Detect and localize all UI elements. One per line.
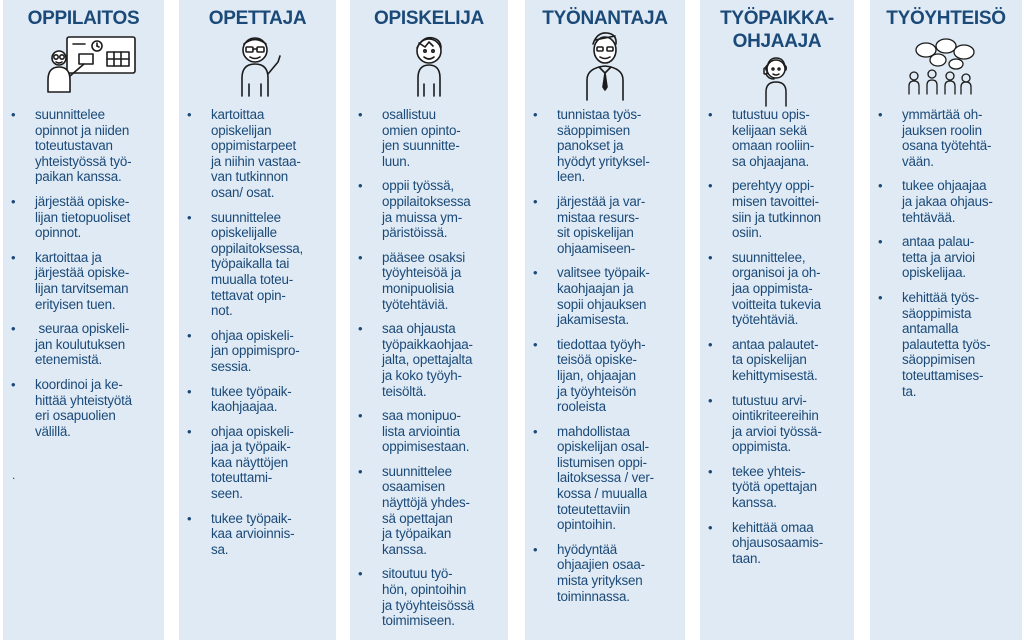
bullet: •: [358, 463, 363, 479]
item-line: vään.: [902, 153, 934, 169]
item-line: sopii ohjauksen: [557, 296, 647, 312]
student-icon: [350, 34, 508, 104]
column-tyopaikkaohjaaja: [700, 0, 854, 640]
column-opettaja: [179, 0, 336, 640]
item-line: toiminnassa.: [557, 588, 630, 604]
list-item: [3, 250, 164, 312]
item-line: jauksen roolin: [902, 122, 982, 138]
list-item: [3, 107, 164, 185]
item-line: valitsee työpaik-: [557, 265, 650, 281]
list-item: [870, 290, 1022, 399]
item-line: teisöltä.: [382, 383, 427, 399]
item-line: panokset ja: [557, 138, 624, 154]
employer-icon: [525, 34, 685, 104]
item-line: hyödyntää: [557, 541, 617, 557]
item-line: rooleista: [557, 399, 606, 415]
bullet: •: [708, 463, 713, 479]
item-line: tehtävää.: [902, 209, 956, 225]
item-line: kaohjaajaa.: [211, 399, 278, 415]
item-line: ohjaamiseen-: [557, 240, 635, 256]
list-item: [870, 107, 1022, 169]
item-line: tettavat opin-: [211, 287, 286, 303]
list-item: [525, 194, 685, 256]
bullet: •: [187, 510, 192, 526]
item-line: siin ja tutkinnon: [732, 209, 821, 225]
item-line: laitoksessa / ver-: [557, 470, 654, 486]
item-line: seen.: [211, 486, 243, 502]
trailing-mark: .: [12, 468, 16, 482]
work-community-icon: [870, 34, 1022, 104]
item-line: sitoutuu työ-: [382, 566, 453, 582]
item-line: monipuolisia: [382, 280, 455, 296]
item-line: suunnittelee: [35, 107, 105, 122]
item-line: järjestää ja var-: [557, 193, 646, 209]
list-item: [870, 234, 1022, 281]
item-line: teisöä opiske-: [557, 352, 637, 368]
item-list: [870, 107, 1022, 408]
item-line: jaa oppimista-: [732, 280, 813, 296]
item-line: erityisen tuen.: [35, 296, 116, 312]
item-line: mista yrityksen: [557, 573, 643, 589]
column-title-line: TYÖYHTEISÖ: [886, 8, 1006, 29]
bullet: •: [878, 107, 883, 122]
item-line: ohjaajien osaa-: [557, 557, 645, 573]
item-line: sessia.: [211, 358, 252, 374]
item-line: sit opiskelijan: [557, 225, 634, 241]
item-line: eri osapuolien: [35, 408, 116, 424]
column-oppilaitos: [3, 0, 164, 640]
item-line: kartoittaa: [211, 107, 265, 122]
item-line: osallistuu: [382, 107, 436, 122]
item-line: hittää yhteistyötä: [35, 392, 132, 408]
bullet: •: [11, 193, 16, 209]
item-line: ohjaa opiskeli-: [211, 423, 294, 439]
list-item: [700, 107, 854, 169]
item-line: tetta ja arvioi: [902, 249, 975, 265]
list-item: [700, 250, 854, 328]
item-line: hön, opintoihin: [382, 582, 467, 598]
bullet: •: [358, 408, 363, 424]
item-line: ja jakaa ohjaus-: [902, 193, 993, 209]
bullet: •: [11, 249, 16, 265]
item-line: jaa ja työpaik-: [211, 439, 291, 455]
item-line: kanssa.: [732, 495, 777, 511]
item-line: lijan tarvitseman: [35, 280, 129, 296]
item-line: kehittää omaa: [732, 519, 814, 535]
bullet: •: [708, 178, 713, 194]
list-item: [350, 408, 508, 455]
item-line: voitteita tukevia: [732, 296, 821, 312]
bullet: •: [358, 249, 363, 265]
item-line: toimimiseen.: [382, 613, 455, 629]
item-line: luun.: [382, 153, 411, 169]
item-line: osaamisen: [382, 479, 445, 495]
bullet: •: [187, 383, 192, 399]
list-item: [700, 337, 854, 384]
column-title-line: TYÖNANTAJA: [542, 8, 668, 29]
item-line: välillä.: [35, 423, 71, 439]
workplace-instructor-icon: [700, 34, 854, 104]
item-line: ohjaa opiskeli-: [211, 327, 294, 343]
item-line: etenemistä.: [35, 352, 103, 368]
item-line: ja koko työyh-: [382, 367, 462, 383]
item-line: tukee työpaik-: [211, 383, 292, 399]
item-line: kehittymisestä.: [732, 367, 818, 383]
list-item: [525, 107, 685, 185]
item-line: kaa arvioinnis-: [211, 526, 295, 542]
item-line: jalta, opettajalta: [382, 352, 473, 368]
item-line: taan.: [732, 550, 761, 566]
item-line: paikan kanssa.: [35, 169, 122, 185]
item-line: tunnistaa työs-: [557, 107, 642, 122]
column-tyoyhteiso: [870, 0, 1022, 640]
column-title-line: OPISKELIJA: [374, 8, 484, 29]
item-line: suunnittelee,: [732, 249, 806, 265]
column-tyonantaja: [525, 0, 685, 640]
column-title-line: TYÖPAIKKA-: [720, 8, 834, 29]
list-item: [179, 328, 336, 375]
column-opiskelija: [350, 0, 508, 640]
item-line: muualla toteu-: [211, 271, 294, 287]
item-line: tiedottaa työyh-: [557, 336, 646, 352]
bullet: •: [533, 265, 538, 281]
bullet: •: [708, 107, 713, 122]
list-item: [525, 265, 685, 327]
item-line: tekee yhteis-: [732, 463, 806, 479]
item-line: kaa näyttöjen: [211, 454, 289, 470]
bullet: •: [358, 107, 363, 122]
item-line: kanssa.: [382, 541, 427, 557]
item-line: järjestää opiske-: [35, 193, 130, 209]
item-line: työtehtäviä.: [382, 296, 449, 312]
item-line: suunnittelee: [211, 209, 281, 225]
list-item: [700, 393, 854, 455]
bullet: •: [533, 107, 538, 122]
list-item: [350, 178, 508, 240]
item-line: omien opinto-: [382, 122, 461, 138]
item-list: [525, 107, 685, 613]
column-title: [525, 7, 685, 30]
item-line: jan koulutuksen: [35, 336, 126, 352]
bullet: •: [533, 336, 538, 352]
item-line: säoppimista: [902, 305, 972, 321]
item-line: lijan, ohjaajan: [557, 367, 636, 383]
bullet: •: [11, 376, 16, 392]
item-line: kehittää työs-: [902, 289, 979, 305]
list-item: [525, 337, 685, 415]
item-line: oppimisestaan.: [382, 439, 470, 455]
item-line: ymmärtää oh-: [902, 107, 983, 122]
item-line: opiskelijalle: [211, 225, 277, 241]
item-line: sa ohjaajana.: [732, 153, 810, 169]
item-line: saa monipuo-: [382, 408, 461, 424]
item-line: van tutkinnon: [211, 169, 289, 185]
bullet: •: [533, 541, 538, 557]
bullet: •: [878, 178, 883, 194]
item-line: toteutettaviin: [557, 501, 631, 517]
item-list: [350, 107, 508, 638]
column-title-line: OHJAAJA: [732, 31, 822, 52]
item-line: kelijaan sekä: [732, 122, 807, 138]
bullet: •: [533, 193, 538, 209]
list-item: [3, 377, 164, 439]
item-line: antamalla: [902, 321, 959, 337]
item-line: toteuttamises-: [902, 367, 984, 383]
item-line: opinnot.: [35, 225, 82, 241]
bullet: •: [878, 234, 883, 250]
list-item: [350, 566, 508, 628]
column-title-line: OPPILAITOS: [27, 8, 140, 29]
item-line: antaa palautet-: [732, 336, 819, 352]
item-line: pääsee osaksi: [382, 249, 466, 265]
item-line: ja työyhteisössä: [382, 597, 475, 613]
item-line: organisoi ja oh-: [732, 265, 821, 281]
bullet: •: [708, 392, 713, 408]
list-item: [179, 424, 336, 502]
bullet: •: [358, 566, 363, 582]
item-line: kossa / muualla: [557, 486, 648, 502]
item-line: tutustuu arvi-: [732, 392, 807, 408]
item-line: tukee työpaik-: [211, 510, 292, 526]
item-line: ja niihin vastaa-: [211, 153, 301, 169]
item-line: opinnot ja niiden: [35, 122, 130, 138]
item-line: mahdollistaa: [557, 423, 630, 439]
column-title: [870, 7, 1022, 30]
list-item: [700, 178, 854, 240]
bullet: •: [187, 209, 192, 225]
list-item: [179, 210, 336, 319]
bullet: •: [358, 321, 363, 337]
school-whiteboard-icon: [3, 34, 164, 104]
list-item: [700, 520, 854, 567]
column-title: [3, 7, 164, 30]
item-line: koordinoi ja ke-: [35, 376, 123, 392]
item-line: tutustuu opis-: [732, 107, 810, 122]
item-line: osan/ osat.: [211, 184, 275, 200]
item-line: työyhteisöä ja: [382, 265, 462, 281]
item-line: päristöissä.: [382, 225, 448, 241]
item-line: jakamisesta.: [557, 312, 630, 328]
item-line: yhteistyössä työ-: [35, 153, 132, 169]
item-line: työpaikalla tai: [211, 256, 290, 272]
item-line: ohjausosaamis-: [732, 535, 823, 551]
list-item: [179, 107, 336, 201]
list-item: [350, 107, 508, 169]
item-list: [700, 107, 854, 575]
teacher-icon: [179, 34, 336, 104]
item-line: ta opiskelijan: [732, 352, 807, 368]
item-line: oppilaitoksessa: [382, 193, 471, 209]
list-item: [525, 542, 685, 604]
item-line: kartoittaa ja: [35, 249, 102, 265]
item-line: ja työyhteisön: [557, 383, 637, 399]
item-line: järjestää opiske-: [35, 265, 130, 281]
list-item: [3, 194, 164, 241]
list-item: [700, 464, 854, 511]
item-line: ja arvioi työssä-: [732, 423, 822, 439]
item-line: omaan rooliin-: [732, 138, 815, 154]
item-line: lijan tietopuoliset: [35, 209, 131, 225]
item-line: jan oppimispro-: [211, 343, 300, 359]
item-line: säoppimisen: [902, 352, 975, 368]
bullet: •: [11, 321, 16, 337]
list-item: [179, 511, 336, 558]
bullet: •: [708, 519, 713, 535]
list-item: [3, 321, 164, 368]
item-line: opintoihin.: [557, 517, 616, 533]
item-line: opiskelijaa.: [902, 265, 966, 281]
item-line: suunnittelee: [382, 463, 452, 479]
item-line: oppii työssä,: [382, 178, 454, 194]
bullet: •: [187, 107, 192, 122]
item-line: saa ohjausta: [382, 321, 456, 337]
bullet: •: [187, 327, 192, 343]
item-line: opiskelijan: [211, 122, 272, 138]
list-item: [350, 250, 508, 312]
item-line: oppimistarpeet: [211, 138, 297, 154]
item-line: kaohjaajan ja: [557, 280, 634, 296]
item-line: osiin.: [732, 225, 763, 241]
list-item: [870, 178, 1022, 225]
item-list: [3, 107, 164, 448]
list-item: [350, 464, 508, 558]
item-line: sä opettajan: [382, 510, 453, 526]
item-line: työpaikkaohjaa-: [382, 336, 473, 352]
list-item: [179, 384, 336, 415]
column-title-line: OPETTAJA: [208, 8, 307, 29]
item-line: antaa palau-: [902, 234, 975, 250]
item-line: hyödyt yrityksel-: [557, 153, 650, 169]
column-title: [179, 7, 336, 30]
item-line: perehtyy oppi-: [732, 178, 815, 194]
item-line: näyttöjä yhdes-: [382, 495, 470, 511]
item-line: oppilaitoksessa,: [211, 240, 304, 256]
item-line: palautetta työs-: [902, 336, 991, 352]
bullet: •: [187, 423, 192, 439]
item-line: lista arviointia: [382, 423, 460, 439]
bullet: •: [533, 423, 538, 439]
item-line: ointikriteereihin: [732, 408, 819, 424]
item-line: työtä opettajan: [732, 479, 817, 495]
item-line: ja muissa ym-: [382, 209, 462, 225]
item-line: säoppimisen: [557, 122, 630, 138]
item-line: sa.: [211, 541, 229, 557]
list-item: [350, 321, 508, 399]
item-line: työtehtäviä.: [732, 312, 799, 328]
bullet: •: [878, 289, 883, 305]
item-line: mistaa resurs-: [557, 209, 640, 225]
bullet: •: [358, 178, 363, 194]
item-line: listumisen oppi-: [557, 454, 647, 470]
item-line: jen suunnitte-: [382, 138, 460, 154]
item-line: tukee ohjaajaa: [902, 178, 987, 194]
bullet: •: [708, 336, 713, 352]
item-line: toteutustavan: [35, 138, 113, 154]
item-line: toteuttami-: [211, 470, 273, 486]
item-list: [179, 107, 336, 566]
item-line: opiskelijan osal-: [557, 439, 649, 455]
item-line: not.: [211, 303, 233, 319]
bullet: •: [11, 107, 16, 122]
item-line: leen.: [557, 169, 586, 185]
item-line: ta.: [902, 383, 917, 399]
bullet: •: [708, 249, 713, 265]
column-title: [350, 7, 508, 30]
item-line: seuraa opiskeli-: [35, 321, 130, 337]
list-item: [525, 424, 685, 533]
item-line: misen tavoittei-: [732, 193, 819, 209]
item-line: ja työpaikan: [382, 526, 452, 542]
item-line: osana työtehtä-: [902, 138, 992, 154]
item-line: oppimista.: [732, 439, 792, 455]
